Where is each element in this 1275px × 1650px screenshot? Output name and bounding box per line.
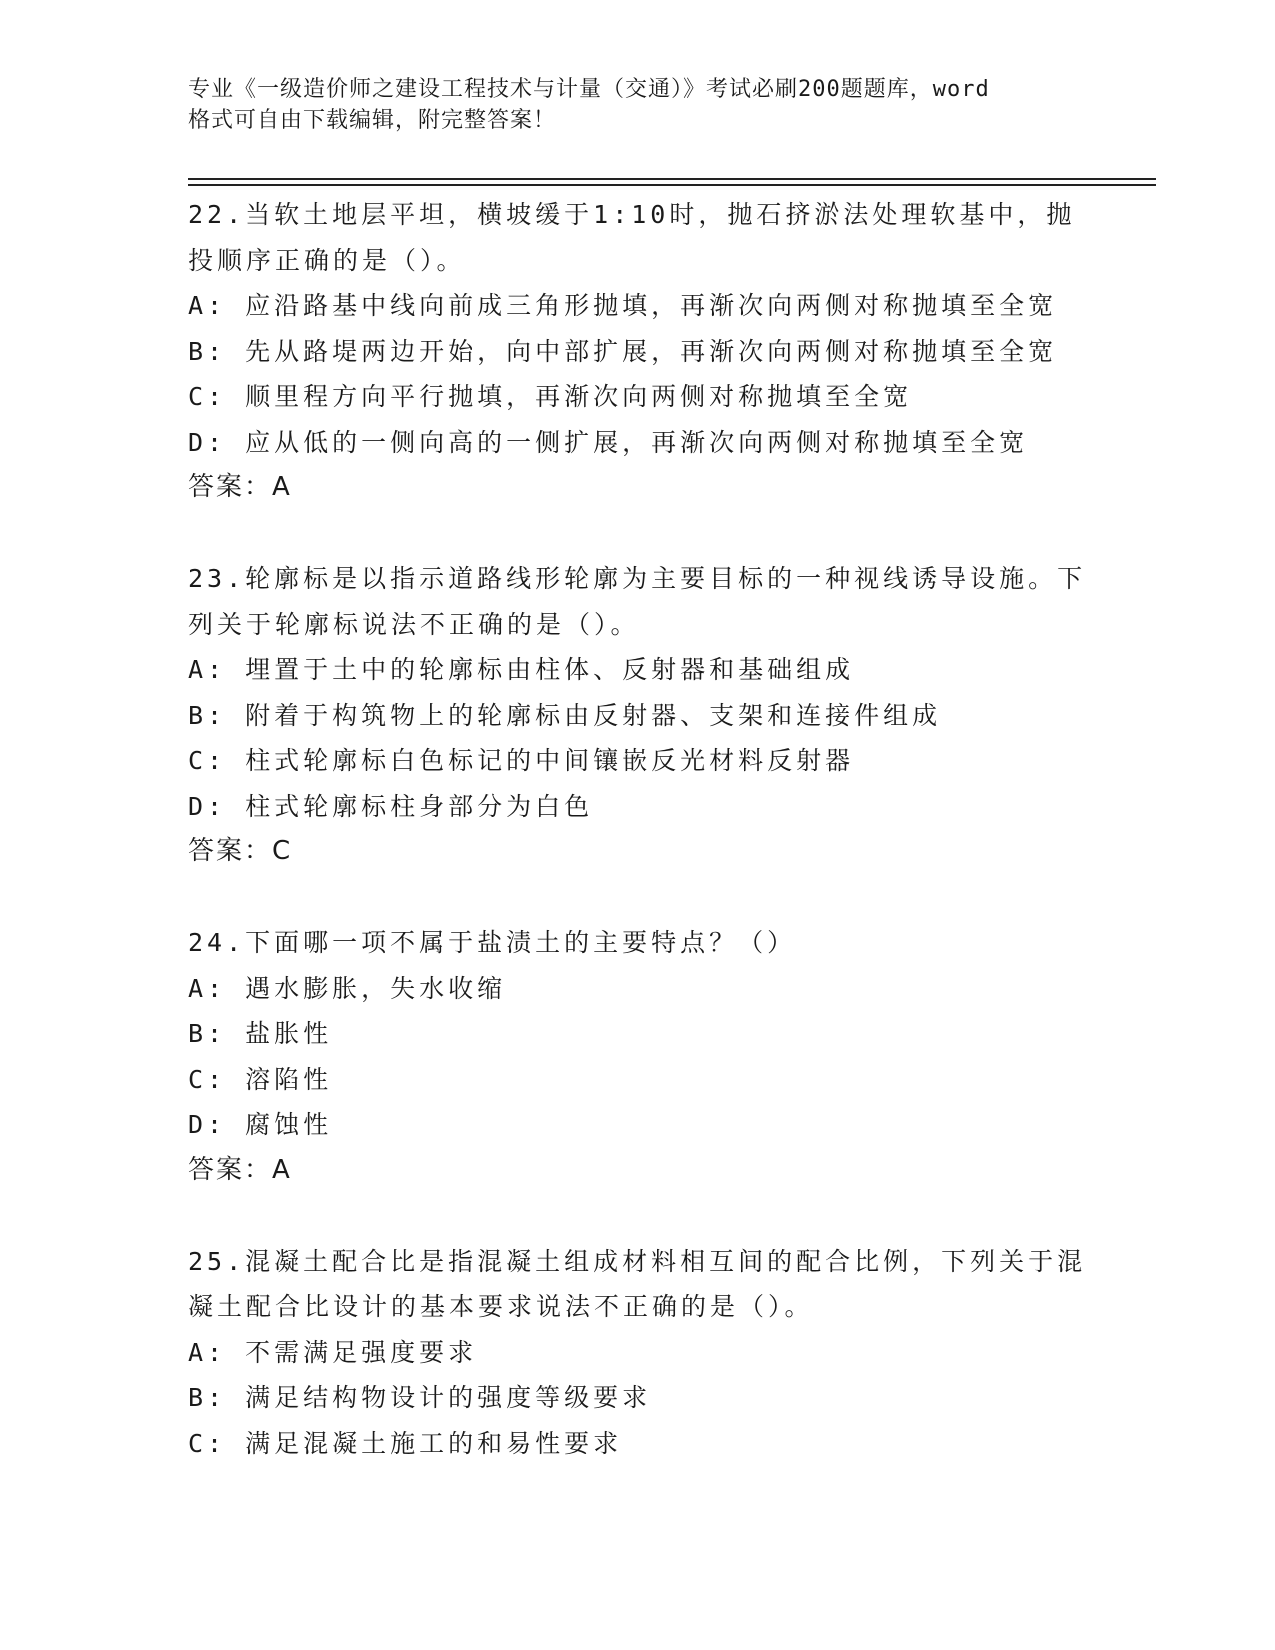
option-d: D: 应从低的一侧向高的一侧扩展，再渐次向两侧对称抛填至全宽 [188, 427, 1029, 457]
document-header [188, 74, 1088, 136]
header-line-2: 格式可自由下载编辑，附完整答案！ [188, 108, 557, 133]
option-a: A: 不需满足强度要求 [188, 1337, 478, 1367]
question-spacer [188, 1193, 1088, 1239]
answer: 答案：C [188, 836, 293, 866]
option-c: C: 顺里程方向平行抛填，再渐次向两侧对称抛填至全宽 [188, 382, 913, 411]
header-divider-top [188, 178, 1156, 180]
question-stem-line: 25.混凝土配合比是指混凝土组成材料相互间的配合比例，下列关于混 [188, 1246, 1087, 1276]
question-24 [188, 920, 1088, 1193]
question-spacer [188, 511, 1088, 557]
option-b: B: 盐胀性 [188, 1019, 333, 1048]
option-a: A: 应沿路基中线向前成三角形抛填，再渐次向两侧对称抛填至全宽 [188, 291, 1058, 320]
question-23 [188, 556, 1088, 875]
option-c: C: 满足混凝土施工的和易性要求 [188, 1428, 623, 1458]
question-22 [188, 192, 1088, 511]
option-d: D: 腐蚀性 [188, 1110, 333, 1139]
option-b: B: 先从路堤两边开始，向中部扩展，再渐次向两侧对称抛填至全宽 [188, 336, 1058, 366]
question-stem-line: 列关于轮廓标说法不正确的是（）。 [188, 609, 640, 639]
option-c: C: 柱式轮廓标白色标记的中间镶嵌反光材料反射器 [188, 746, 855, 775]
question-stem-line: 23.轮廓标是以指示道路线形轮廓为主要目标的一种视线诱导设施。下 [188, 564, 1087, 593]
option-a: A: 遇水膨胀，失水收缩 [188, 973, 507, 1003]
option-b: B: 附着于构筑物上的轮廓标由反射器、支架和连接件组成 [188, 700, 942, 730]
header-line-1: 专业《一级造价师之建设工程技术与计量（交通）》考试必刷200题题库，word [188, 77, 990, 102]
question-stem-line: 投顺序正确的是（）。 [188, 245, 466, 275]
header-divider-bottom [188, 184, 1156, 186]
option-c: C: 溶陷性 [188, 1064, 333, 1094]
option-b: B: 满足结构物设计的强度等级要求 [188, 1383, 652, 1412]
question-spacer [188, 875, 1088, 921]
answer: 答案：A [188, 1154, 292, 1185]
question-stem-line: 22.当软土地层平坦，横坡缓于1:10时，抛石挤淤法处理软基中，抛 [188, 200, 1076, 229]
answer: 答案：A [188, 472, 292, 502]
question-25 [188, 1239, 1088, 1467]
question-stem-line: 凝土配合比设计的基本要求说法不正确的是（）。 [188, 1292, 814, 1321]
option-d: D: 柱式轮廓标柱身部分为白色 [188, 791, 594, 821]
question-stem-line: 24.下面哪一项不属于盐渍土的主要特点？（） [188, 928, 797, 957]
option-a: A: 埋置于土中的轮廓标由柱体、反射器和基础组成 [188, 655, 855, 684]
question-list [188, 192, 1088, 1466]
